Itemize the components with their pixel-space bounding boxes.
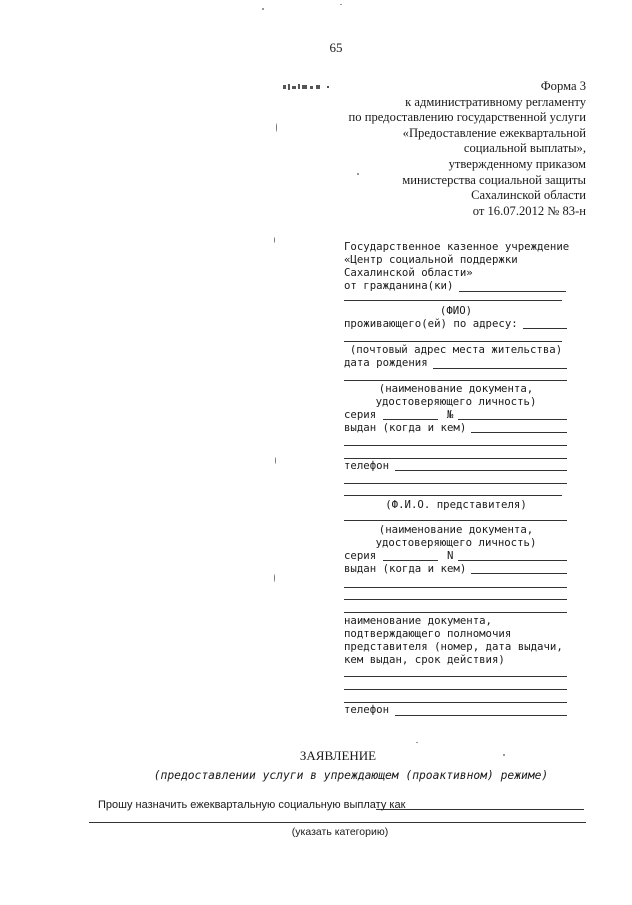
category-field-2[interactable]: [89, 822, 586, 823]
rep-issued-field-3[interactable]: [344, 599, 567, 600]
authority-doc-line: представителя (номер, дата выдачи,: [344, 640, 563, 653]
scan-speck: [416, 742, 418, 743]
page-number: 65: [329, 40, 343, 55]
issued-field-2[interactable]: [344, 445, 567, 446]
institution-line: «Центр социальной поддержки: [344, 253, 518, 266]
address-field[interactable]: [523, 328, 567, 329]
rep-phone-label: телефон: [344, 703, 390, 716]
rep-doc-caption: удостоверяющего личность): [375, 536, 537, 549]
header-line: утвержденному приказом: [448, 156, 586, 171]
number-field[interactable]: [458, 419, 567, 420]
authority-field-2[interactable]: [344, 689, 567, 690]
phone-field[interactable]: [395, 470, 567, 471]
issued-field[interactable]: [471, 432, 567, 433]
header-line: от 16.07.2012 № 83-н: [472, 203, 586, 218]
id-doc-caption: удостоверяющего личность): [375, 395, 537, 408]
authority-doc-line: наименование документа,: [344, 614, 492, 627]
header-line: министерства социальной защиты: [402, 172, 586, 187]
rep-number-field[interactable]: [458, 560, 567, 561]
number-sign: №: [447, 408, 454, 421]
category-field[interactable]: [376, 809, 584, 810]
address-field-2[interactable]: [344, 341, 562, 342]
scan-speck: [357, 173, 359, 175]
birth-date-label: дата рождения: [344, 356, 428, 369]
representative-field[interactable]: [344, 483, 567, 484]
rep-doc-caption: (наименование документа,: [378, 523, 534, 536]
fio-caption: (ФИО): [439, 304, 473, 317]
authority-doc-line: подтверждающего полномочия: [344, 627, 512, 640]
birth-date-field[interactable]: [433, 368, 567, 369]
header-line: к административному регламенту: [405, 94, 586, 109]
scan-speck: [274, 574, 275, 582]
statement-subtitle: (предоставлении услуги в упреждающем (проактивном) режиме): [153, 769, 549, 782]
header-line: Сахалинской области: [471, 188, 586, 203]
institution-line: Сахалинской области»: [344, 266, 473, 279]
rep-series-label: серия: [344, 549, 377, 562]
scan-speck: [503, 754, 505, 756]
scan-speck: [275, 457, 276, 464]
rep-doc-field[interactable]: [344, 520, 567, 521]
rep-number-sign: N: [447, 549, 454, 562]
authority-doc-line: кем выдан, срок действия): [344, 653, 505, 666]
header-line: Форма 3: [540, 79, 586, 93]
institution-line: Государственное казенное учреждение: [344, 240, 570, 253]
phone-label: телефон: [344, 459, 390, 472]
header-line: «Предоставление ежеквартальной: [402, 125, 586, 140]
issued-label: выдан (когда и кем): [344, 421, 467, 434]
rep-series-field[interactable]: [383, 560, 438, 561]
fio-field[interactable]: [344, 300, 562, 301]
scan-speck: [274, 237, 275, 243]
header-line: по предоставлению государственной услуги: [348, 110, 586, 125]
header-line: социальной выплаты»,: [463, 141, 586, 156]
authority-field[interactable]: [344, 676, 567, 677]
form-header: [286, 79, 586, 219]
postal-caption: (почтовый адрес места жительства): [349, 343, 563, 356]
series-label: серия: [344, 408, 377, 421]
rep-caption: (Ф.И.О. представителя): [385, 498, 527, 511]
rep-phone-field[interactable]: [395, 715, 567, 716]
rep-issued-field[interactable]: [471, 573, 567, 574]
statement-title: ЗАЯВЛЕНИЕ: [299, 748, 377, 763]
rep-issued-field-4[interactable]: [344, 612, 567, 613]
rep-issued-label: выдан (когда и кем): [344, 562, 467, 575]
request-text: Прошу назначить ежеквартальную социальную выплату как: [98, 799, 406, 811]
residing-label: проживающего(ей) по адресу:: [344, 317, 518, 330]
from-citizen-label: от гражданина(ки): [344, 279, 454, 292]
scan-speck: [262, 8, 264, 10]
representative-field-2[interactable]: [344, 495, 562, 496]
category-caption: (указать категорию): [291, 826, 389, 838]
scan-speck: [340, 4, 342, 5]
scan-speck: [276, 123, 277, 132]
series-field[interactable]: [383, 419, 438, 420]
rep-issued-field-2[interactable]: [344, 587, 567, 588]
from-citizen-field[interactable]: [459, 291, 566, 292]
id-doc-caption: (наименование документа,: [378, 382, 534, 395]
id-doc-field[interactable]: [344, 380, 567, 381]
